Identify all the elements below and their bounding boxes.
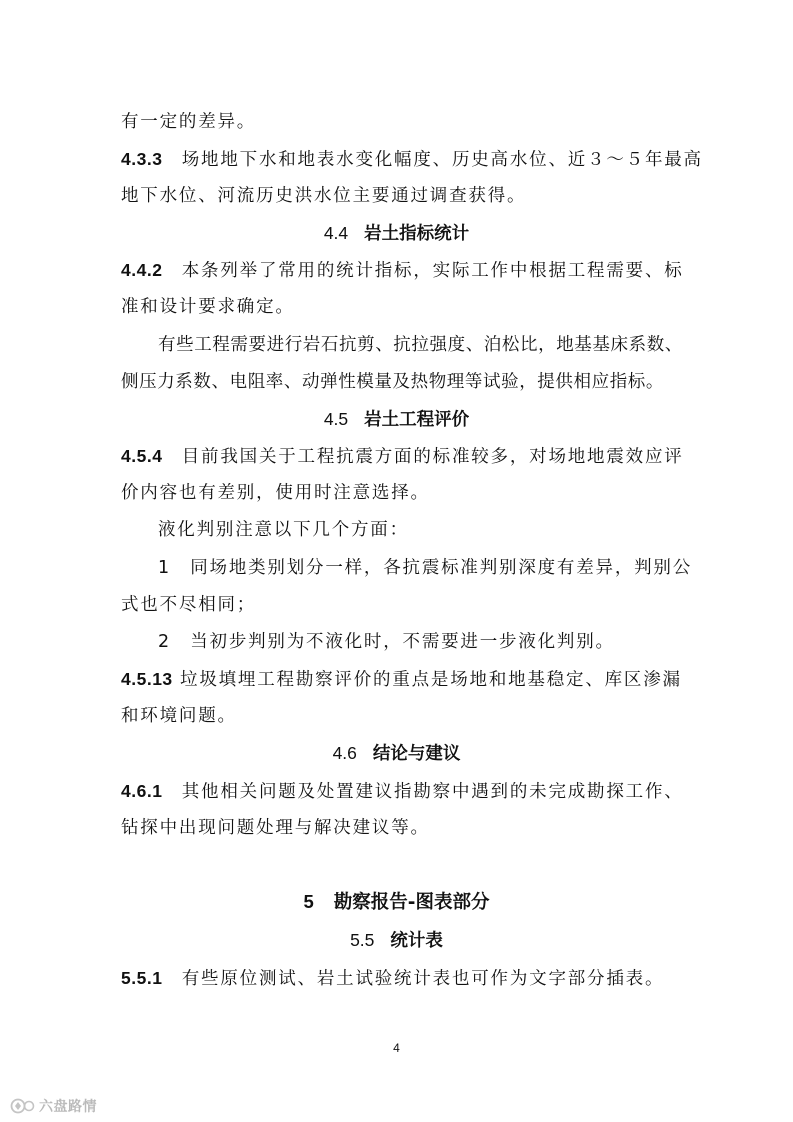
section-number: 4.4: [323, 223, 349, 243]
chapter-title: 勘察报告-图表部分: [333, 892, 490, 913]
section-heading: [0, 221, 793, 246]
chapter-heading: [0, 890, 793, 915]
paragraph-line: 侧压力系数、电阻率、动弹性模量及热物理等试验，提供相应指标。: [121, 372, 664, 392]
paragraph-line: 有些工程需要进行岩石抗剪、抗拉强度、泊松比，地基基床系数、: [158, 335, 683, 355]
section-heading: [0, 928, 793, 953]
clause-number: 4.3.3: [121, 149, 163, 169]
paragraph-line: 式也不尽相同；: [121, 595, 257, 615]
watermark-text: 六盘路情: [39, 1099, 97, 1115]
clause-number: 5.5.1: [121, 968, 163, 988]
clause-text: 本条列举了常用的统计指标，实际工作中根据工程需要、标: [181, 261, 684, 281]
section-title: 统计表: [390, 931, 443, 951]
clause-paragraph: [121, 444, 684, 469]
section-title: 岩土工程评价: [364, 410, 470, 430]
paragraph-line: 液化判别注意以下几个方面：: [158, 520, 409, 540]
clause-text: 场地地下水和地表水变化幅度、历史高水位、近３～５年最高: [181, 150, 703, 170]
section-heading: [0, 407, 793, 432]
paragraph-line: 地下水位、河流历史洪水位主要通过调查获得。: [121, 186, 527, 206]
clause-text: 垃圾填埋工程勘察评价的重点是场地和地基稳定、库区渗漏: [180, 670, 682, 690]
clause-number: 4.4.2: [121, 260, 163, 280]
list-item: 1 同场地类别划分一样，各抗震标准判别深度有差异，判别公: [158, 558, 693, 578]
paragraph-line: 准和设计要求确定。: [121, 297, 295, 317]
paragraph-line: 有一定的差异。: [121, 112, 257, 132]
paragraph-line: 和环境问题。: [121, 706, 237, 726]
paragraph-line: 钻探中出现问题处理与解决建议等。: [121, 818, 430, 838]
list-item: 2 当初步判别为不液化时，不需要进一步液化判别。: [158, 632, 615, 652]
clause-number: 4.6.1: [121, 781, 163, 801]
section-title: 岩土指标统计: [364, 224, 470, 244]
section-number: 4.5: [323, 409, 349, 429]
clause-text: 有些原位测试、岩土试验统计表也可作为文字部分插表。: [181, 969, 665, 989]
clause-paragraph: [121, 667, 682, 692]
paragraph-line: 价内容也有差别，使用时注意选择。: [121, 483, 430, 503]
clause-number: 4.5.4: [121, 446, 163, 466]
section-heading: [0, 741, 793, 766]
clause-number: 4.5.13: [121, 669, 173, 689]
page-number: 4: [393, 1041, 400, 1055]
clause-text: 目前我国关于工程抗震方面的标准较多，对场地地震效应评: [181, 447, 684, 467]
clause-paragraph: [121, 966, 664, 991]
clause-paragraph: [121, 147, 703, 172]
chapter-number: 5: [303, 891, 314, 912]
section-number: 4.6: [332, 743, 357, 763]
clause-paragraph: [121, 258, 684, 283]
clause-text: 其他相关问题及处置建议指勘察中遇到的未完成勘探工作、: [181, 782, 684, 802]
clause-paragraph: [121, 779, 684, 804]
section-title: 结论与建议: [372, 744, 461, 764]
watermark: [10, 1096, 97, 1116]
watermark-logo-icon: [10, 1097, 36, 1115]
section-number: 5.5: [350, 930, 375, 950]
